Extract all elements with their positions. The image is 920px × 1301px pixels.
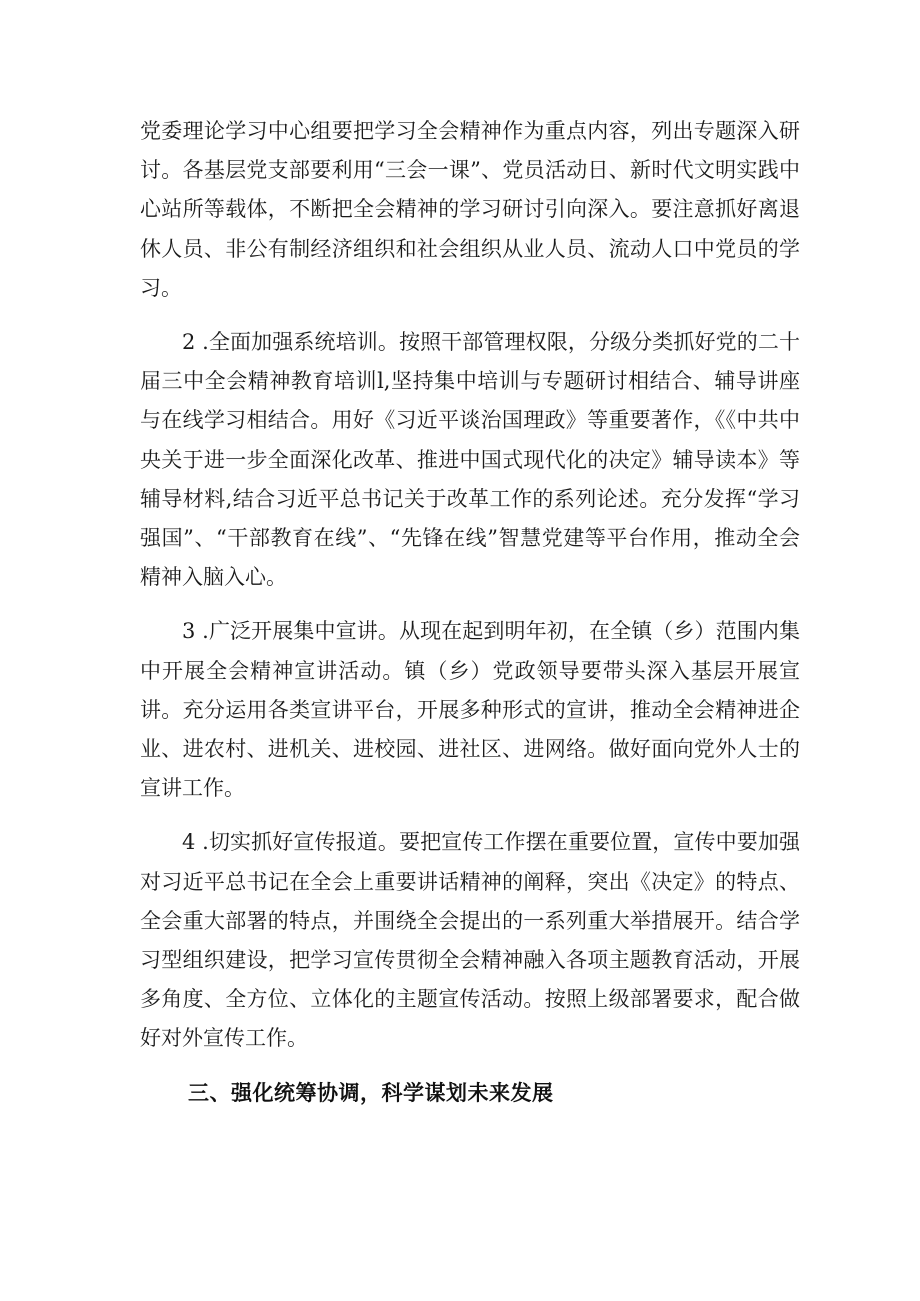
paragraph-gap xyxy=(140,597,800,612)
paragraph-publicity: 4 .切实抓好宣传报道。要把宣传工作摆在重要位置，宣传中要加强对习近平总书记在全会上重要讲话精神的阐释，突出《决定》的特点、全会重大部署的特点，并围绕全会提出的一系列重大举措展开。结合学习型组织建设，把学习宣传贯彻全会精神融入各项主题教育活动，开展多角度、全方位、立体化的主题宣传活动。按照上级部署要求，配合做好对外宣传工作。 xyxy=(140,830,800,1051)
paragraph-gap xyxy=(140,308,800,323)
document-body xyxy=(140,112,800,1113)
paragraph-study-group: 党委理论学习中心组要把学习全会精神作为重点内容，列出专题深入研讨。各基层党支部要利用“三会一课”、党员活动日、新时代文明实践中心站所等载体，不断把全会精神的学习研讨引向深入。要注意抓好离退休人员、非公有制经济组织和社会组织从业人员、流动人口中党员的学习。 xyxy=(140,119,800,300)
paragraph-gap xyxy=(140,808,800,823)
paragraph-gap xyxy=(140,1059,800,1074)
section-heading: 三、强化统筹协调，科学谋划未来发展 xyxy=(188,1080,554,1105)
paragraph-lectures: 3 .广泛开展集中宣讲。从现在起到明年初，在全镇（乡）范围内集中开展全会精神宣讲活动。镇（乡）党政领导要带头深入基层开展宣讲。充分运用各类宣讲平台，开展多种形式的宣讲，推动全会精神进企业、进农村、进机关、进校园、进社区、进网络。做好面向党外人士的宣讲工作。 xyxy=(140,619,800,801)
paragraph-training: 2 .全面加强系统培训。按照干部管理权限，分级分类抓好党的二十届三中全会精神教育培训l,坚持集中培训与专题研讨相结合、辅导讲座与在线学习相结合。用好《习近平谈治国理政》等重要著作，《《中共中央关于进一步全面深化改革、推进中国式现代化的决定》辅导读本》等辅导材料,结合习近平总书记关于改革工作的系列论述。充分发挥“学习强国”、“干部教育在线”、“先锋在线”智慧党建等平台作用，推动全会精神入脑入心。 xyxy=(140,330,800,590)
